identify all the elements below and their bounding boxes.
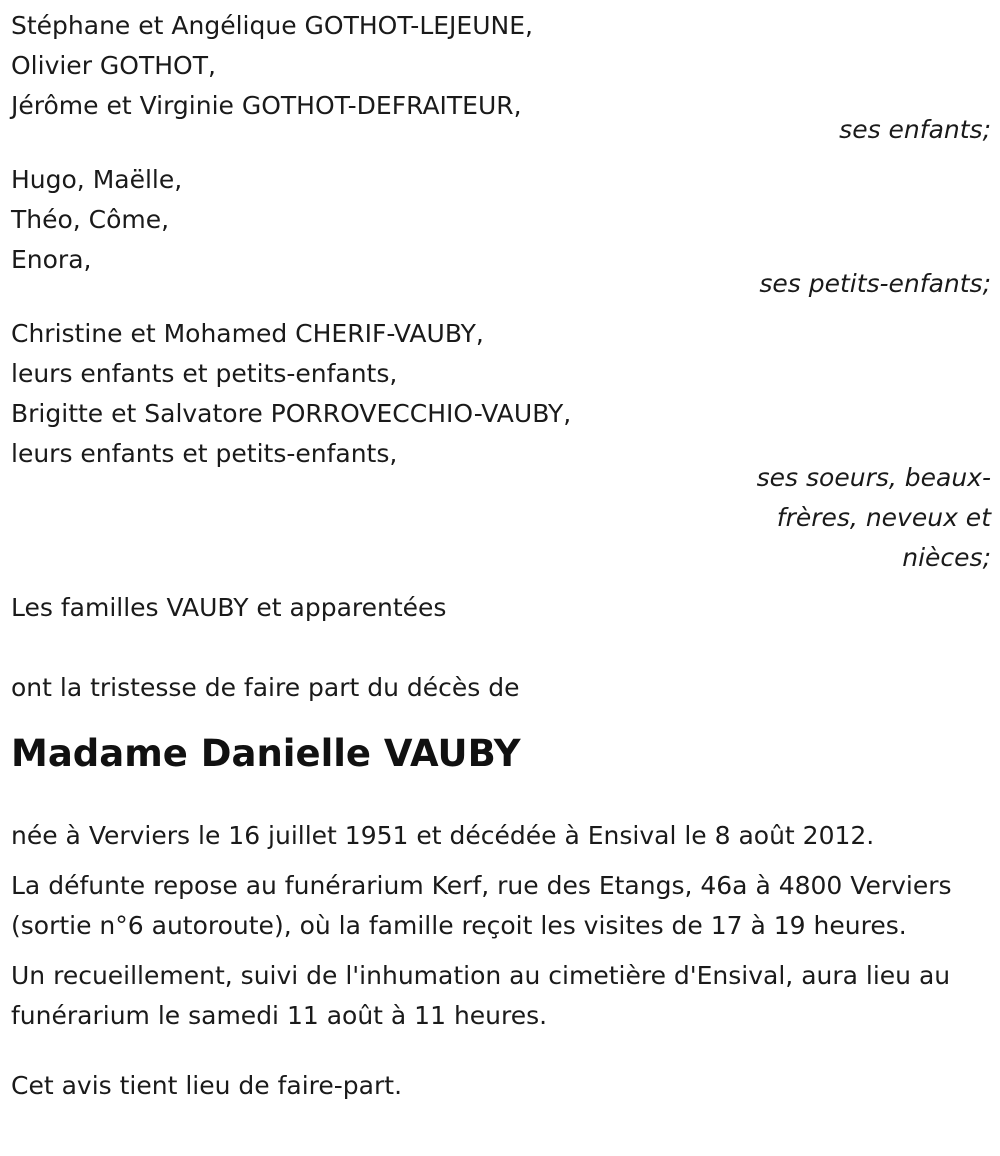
sibling-name: Brigitte et Salvatore PORROVECCHIO-VAUBY, xyxy=(11,399,572,428)
sibling-name: leurs enfants et petits-enfants, xyxy=(11,359,398,388)
announcement-line: ont la tristesse de faire part du décès de xyxy=(11,673,520,702)
relation-label-siblings: ses soeurs, beaux-frères, neveux et nièces; xyxy=(756,463,991,572)
grandchild-name: Théo, Côme, xyxy=(11,205,170,234)
child-name: Stéphane et Angélique GOTHOT-LEJEUNE, xyxy=(11,11,533,40)
grandchild-name: Hugo, Maëlle, xyxy=(11,165,183,194)
families-line: Les familles VAUBY et apparentées xyxy=(11,593,447,622)
grandchild-name: Enora, xyxy=(11,245,92,274)
sibling-name: leurs enfants et petits-enfants, xyxy=(11,439,398,468)
funerarium-text: La défunte repose au funérarium Kerf, rue des Etangs, 46a à 4800 Verviers (sortie n°6 autoroute), où la famille reçoit les visites de 17 à 19 heures. xyxy=(11,871,952,940)
deceased-name: Madame Danielle VAUBY xyxy=(11,732,521,775)
child-name: Jérôme et Virginie GOTHOT-DEFRAITEUR, xyxy=(11,91,522,120)
child-name: Olivier GOTHOT, xyxy=(11,51,216,80)
birth-death-text: née à Verviers le 16 juillet 1951 et décédée à Ensival le 8 août 2012. xyxy=(11,821,875,850)
closing-text: Cet avis tient lieu de faire-part. xyxy=(11,1071,403,1100)
relation-label-grandchildren: ses petits-enfants; xyxy=(759,269,991,298)
relation-label-children: ses enfants; xyxy=(839,115,991,144)
grandchildren-block xyxy=(11,160,991,304)
obituary-notice xyxy=(11,6,991,1106)
ceremony-text: Un recueillement, suivi de l'inhumation au cimetière d'Ensival, aura lieu au funérarium le samedi 11 août à 11 heures. xyxy=(11,961,951,1030)
siblings-block xyxy=(11,314,991,578)
sibling-name: Christine et Mohamed CHERIF-VAUBY, xyxy=(11,319,484,348)
children-block xyxy=(11,6,991,150)
